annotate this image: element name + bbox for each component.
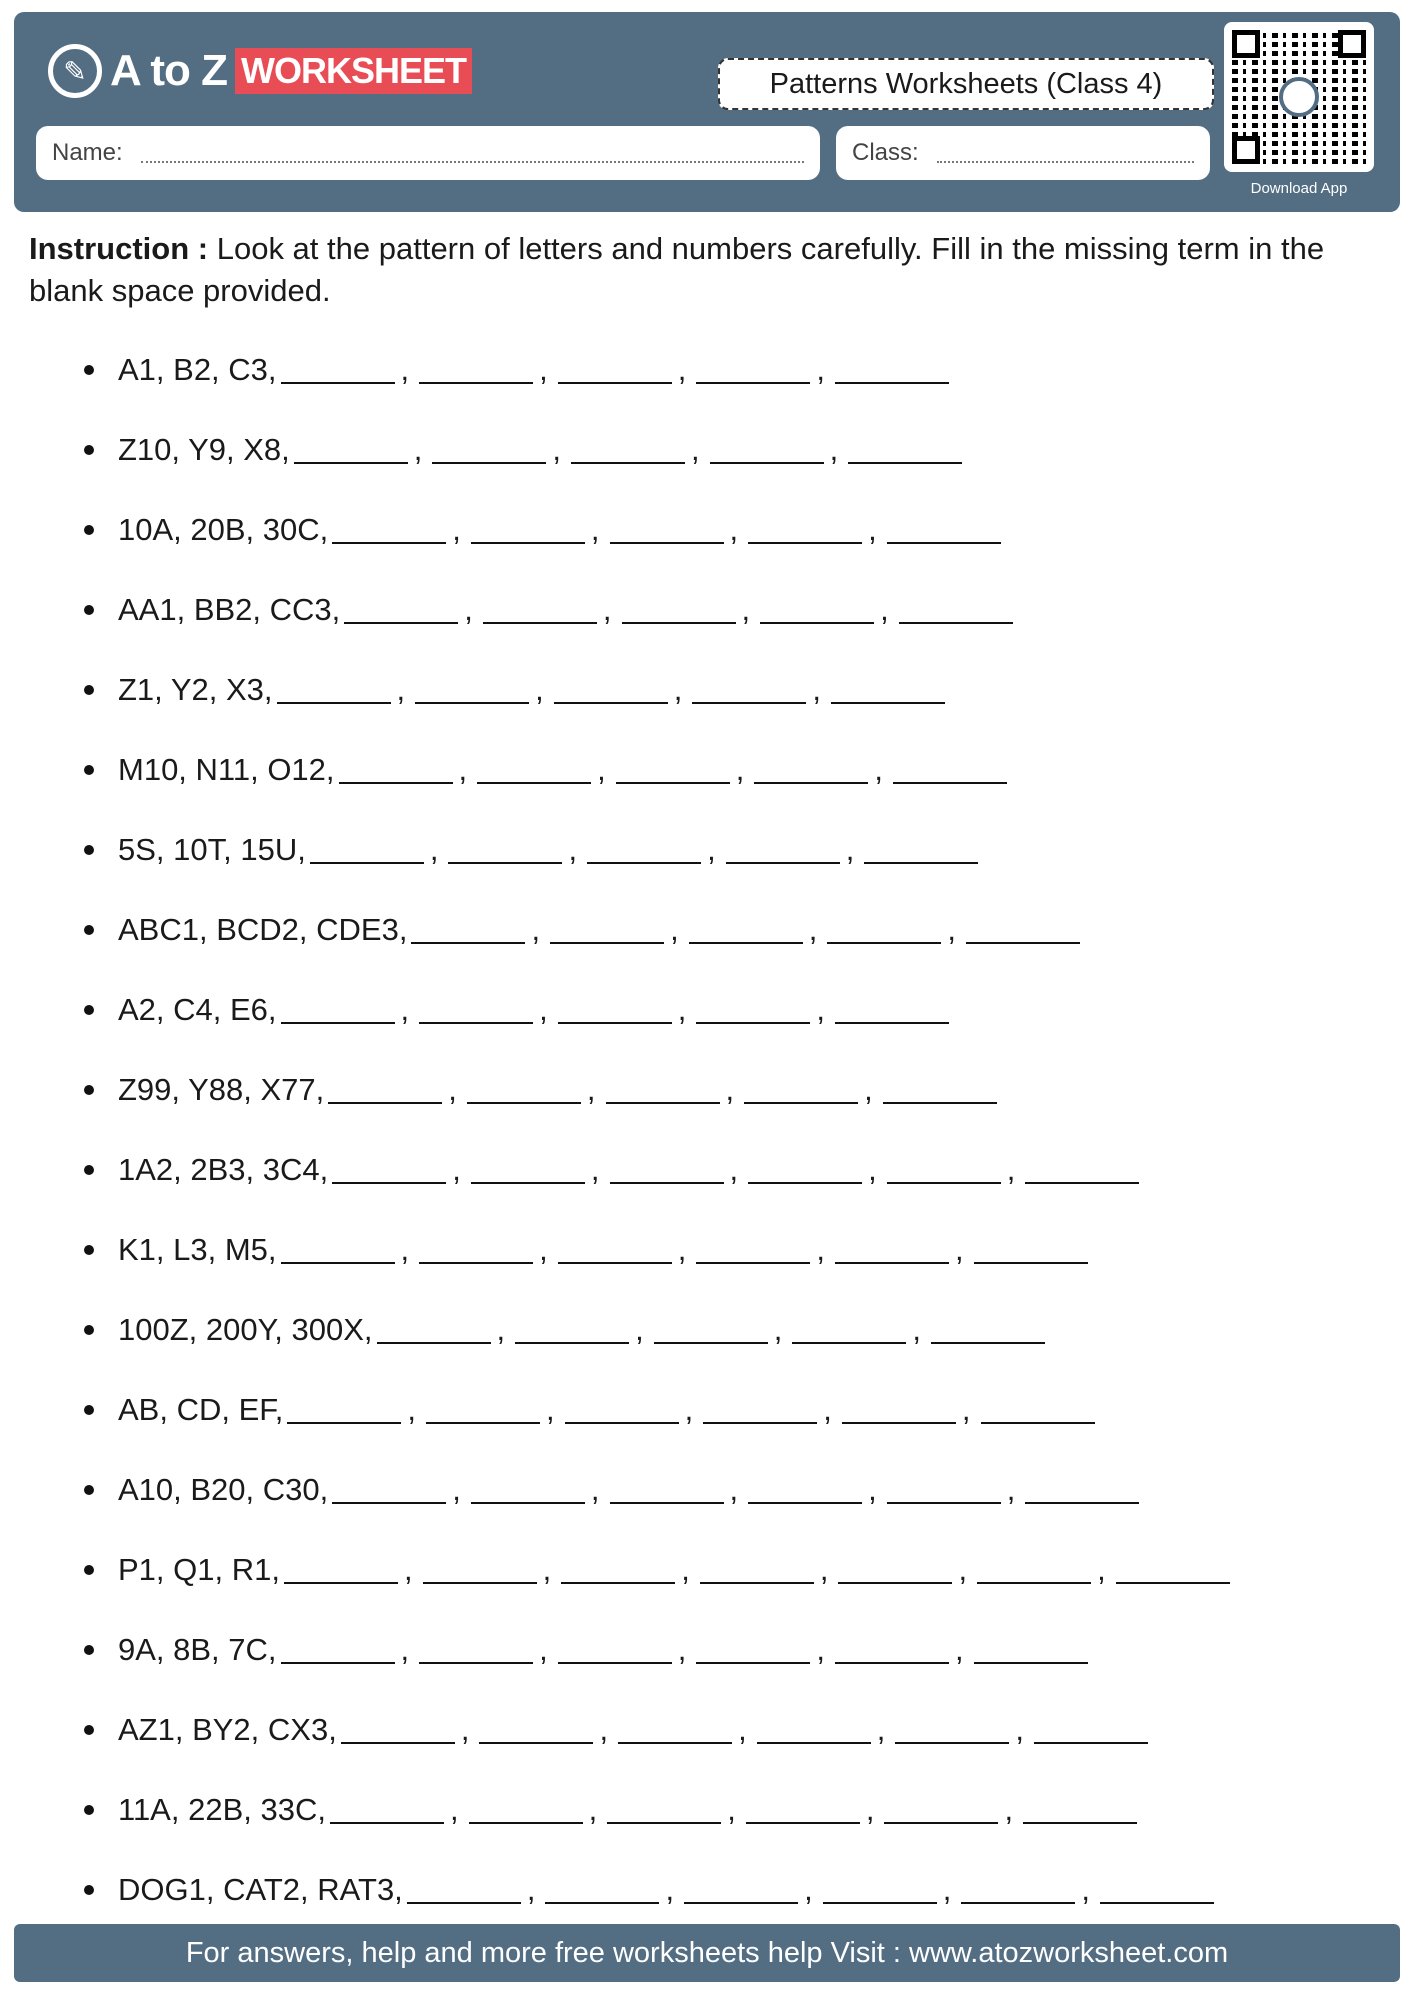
answer-blank[interactable] <box>339 756 453 784</box>
name-label: Name: <box>52 139 123 166</box>
pattern-item <box>80 1610 1234 1690</box>
answer-blank[interactable] <box>294 436 408 464</box>
separator: , <box>460 1712 470 1747</box>
separator: , <box>599 1712 609 1747</box>
separator: , <box>1015 1712 1024 1747</box>
answer-blank[interactable] <box>411 916 525 944</box>
separator: , <box>804 1872 813 1907</box>
answer-blank[interactable] <box>748 1156 862 1184</box>
separator: , <box>531 912 541 947</box>
bullet-icon <box>84 1805 94 1815</box>
answer-blank[interactable] <box>610 1156 724 1184</box>
answer-blank[interactable] <box>328 1076 442 1104</box>
answer-blank[interactable] <box>887 516 1001 544</box>
answer-blank[interactable] <box>622 596 736 624</box>
separator: , <box>1097 1552 1106 1587</box>
answer-blank[interactable] <box>606 1076 720 1104</box>
answer-blank[interactable] <box>616 756 730 784</box>
separator: , <box>590 1472 600 1507</box>
answer-blank[interactable] <box>565 1396 679 1424</box>
answer-blank[interactable] <box>571 436 685 464</box>
answer-blank[interactable] <box>835 996 949 1024</box>
answer-blank[interactable] <box>931 1316 1045 1344</box>
answer-blank[interactable] <box>423 1556 537 1584</box>
separator: , <box>452 512 461 547</box>
pattern-sequence: 1A2, 2B3, 3C4, <box>118 1152 329 1187</box>
answer-blank[interactable] <box>554 676 668 704</box>
separator: , <box>539 1232 548 1267</box>
separator: , <box>677 1232 687 1267</box>
separator: , <box>429 832 439 867</box>
pattern-sequence: A2, C4, E6, <box>118 992 277 1027</box>
answer-blank[interactable] <box>332 516 446 544</box>
bullet-icon <box>84 1005 94 1015</box>
pattern-item <box>80 970 1234 1050</box>
pattern-sequence: A1, B2, C3, <box>118 352 277 387</box>
answer-blank[interactable] <box>550 916 664 944</box>
separator: , <box>677 1632 687 1667</box>
answer-blank[interactable] <box>281 1236 395 1264</box>
bullet-icon <box>84 605 94 615</box>
separator: , <box>590 1152 600 1187</box>
answer-blank[interactable] <box>281 1636 395 1664</box>
qr-finder <box>1232 30 1260 58</box>
answer-blank[interactable] <box>467 1076 581 1104</box>
separator: , <box>773 1312 783 1347</box>
separator: , <box>812 672 822 707</box>
answer-blank[interactable] <box>977 1556 1091 1584</box>
answer-blank[interactable] <box>332 1156 446 1184</box>
separator: , <box>684 1392 694 1427</box>
bullet-icon <box>84 1405 94 1415</box>
pattern-item <box>80 650 1234 730</box>
pattern-sequence: 100Z, 200Y, 300X, <box>118 1312 373 1347</box>
pattern-item <box>80 1050 1234 1130</box>
separator: , <box>602 592 612 627</box>
answer-blank[interactable] <box>835 356 949 384</box>
answer-blank[interactable] <box>610 1476 724 1504</box>
separator: , <box>868 1152 877 1187</box>
pattern-item <box>80 1450 1234 1530</box>
answer-blank[interactable] <box>610 516 724 544</box>
bullet-icon <box>84 525 94 535</box>
answer-blank[interactable] <box>1025 1476 1139 1504</box>
separator: , <box>819 1552 829 1587</box>
separator: , <box>452 1472 461 1507</box>
answer-blank[interactable] <box>966 916 1080 944</box>
separator: , <box>448 1072 457 1107</box>
answer-blank[interactable] <box>426 1396 540 1424</box>
answer-blank[interactable] <box>827 916 941 944</box>
separator: , <box>1006 1152 1016 1187</box>
qr-logo-icon <box>1279 77 1319 117</box>
answer-blank[interactable] <box>792 1316 906 1344</box>
separator: , <box>546 1392 555 1427</box>
answer-blank[interactable] <box>831 676 945 704</box>
worksheet-title: Patterns Worksheets (Class 4) <box>718 58 1214 110</box>
answer-blank[interactable] <box>607 1796 721 1824</box>
bullet-icon <box>84 1085 94 1095</box>
pattern-item <box>80 1770 1234 1850</box>
bullet-icon <box>84 1885 94 1895</box>
separator: , <box>452 1152 461 1187</box>
logo-accent-text: WORKSHEET <box>235 48 472 94</box>
bullet-icon <box>84 765 94 775</box>
answer-blank[interactable] <box>838 1556 952 1584</box>
bullet-icon <box>84 685 94 695</box>
bullet-icon <box>84 845 94 855</box>
separator: , <box>677 992 687 1027</box>
separator: , <box>1006 1472 1016 1507</box>
separator: , <box>464 592 473 627</box>
instruction-label: Instruction : <box>29 231 209 266</box>
answer-blank[interactable] <box>848 436 962 464</box>
answer-blank[interactable] <box>415 676 529 704</box>
answer-blank[interactable] <box>864 836 978 864</box>
answer-blank[interactable] <box>696 996 810 1024</box>
answer-blank[interactable] <box>419 1236 533 1264</box>
bullet-icon <box>84 445 94 455</box>
separator: , <box>539 992 548 1027</box>
answer-blank[interactable] <box>757 1716 871 1744</box>
separator: , <box>400 1232 410 1267</box>
answer-blank[interactable] <box>471 1476 585 1504</box>
pattern-sequence: DOG1, CAT2, RAT3, <box>118 1872 403 1907</box>
bullet-icon <box>84 1645 94 1655</box>
separator: , <box>407 1392 416 1427</box>
separator: , <box>816 352 826 387</box>
pattern-item <box>80 1290 1234 1370</box>
pattern-sequence: 11A, 22B, 33C, <box>118 1792 326 1827</box>
separator: , <box>526 1872 536 1907</box>
pattern-item <box>80 330 1234 410</box>
separator: , <box>449 1792 459 1827</box>
answer-blank[interactable] <box>558 1236 672 1264</box>
answer-blank[interactable] <box>689 916 803 944</box>
answer-blank[interactable] <box>287 1396 401 1424</box>
answer-blank[interactable] <box>477 756 591 784</box>
answer-blank[interactable] <box>471 1156 585 1184</box>
separator: , <box>942 1872 952 1907</box>
answer-blank[interactable] <box>883 1076 997 1104</box>
pattern-item <box>80 1690 1234 1770</box>
pattern-sequence: 5S, 10T, 15U, <box>118 832 306 867</box>
answer-blank[interactable] <box>277 676 391 704</box>
answer-blank[interactable] <box>696 1636 810 1664</box>
separator: , <box>874 752 884 787</box>
bullet-icon <box>84 1485 94 1495</box>
pattern-item <box>80 890 1234 970</box>
answer-blank[interactable] <box>703 1396 817 1424</box>
separator: , <box>912 1312 922 1347</box>
qr-finder <box>1232 136 1260 164</box>
bullet-icon <box>84 1725 94 1735</box>
separator: , <box>1004 1792 1014 1827</box>
answer-blank[interactable] <box>893 756 1007 784</box>
answer-blank[interactable] <box>887 1476 1001 1504</box>
pattern-sequence: A10, B20, C30, <box>118 1472 329 1507</box>
answer-blank[interactable] <box>696 356 810 384</box>
answer-blank[interactable] <box>618 1716 732 1744</box>
brand-logo <box>48 44 472 98</box>
pattern-item <box>80 490 1234 570</box>
answer-blank[interactable] <box>823 1876 937 1904</box>
separator: , <box>725 1072 735 1107</box>
separator: , <box>845 832 855 867</box>
separator: , <box>829 432 839 467</box>
bullet-icon <box>84 365 94 375</box>
separator: , <box>738 1712 747 1747</box>
answer-blank[interactable] <box>654 1316 768 1344</box>
pattern-item <box>80 1210 1234 1290</box>
separator: , <box>691 432 700 467</box>
answer-blank[interactable] <box>842 1396 956 1424</box>
separator: , <box>568 832 578 867</box>
answer-blank[interactable] <box>587 836 701 864</box>
answer-blank[interactable] <box>748 1476 862 1504</box>
answer-blank[interactable] <box>419 996 533 1024</box>
pattern-sequence: AZ1, BY2, CX3, <box>118 1712 337 1747</box>
separator: , <box>958 1552 968 1587</box>
answer-blank[interactable] <box>419 1636 533 1664</box>
instruction <box>29 228 1389 312</box>
answer-blank[interactable] <box>887 1156 1001 1184</box>
logo-main-text: A to Z <box>110 46 227 95</box>
answer-blank[interactable] <box>696 1236 810 1264</box>
class-field[interactable] <box>836 126 1210 180</box>
separator: , <box>413 432 423 467</box>
answer-blank[interactable] <box>377 1316 491 1344</box>
separator: , <box>635 1312 644 1347</box>
separator: , <box>864 1072 873 1107</box>
answer-blank[interactable] <box>1034 1716 1148 1744</box>
pattern-list <box>80 330 1234 1930</box>
answer-blank[interactable] <box>558 996 672 1024</box>
answer-blank[interactable] <box>471 516 585 544</box>
pattern-sequence: Z1, Y2, X3, <box>118 672 273 707</box>
answer-blank[interactable] <box>1100 1876 1214 1904</box>
separator: , <box>400 1632 410 1667</box>
separator: , <box>865 1792 875 1827</box>
pattern-sequence: 9A, 8B, 7C, <box>118 1632 277 1667</box>
pattern-item <box>80 730 1234 810</box>
separator: , <box>458 752 468 787</box>
separator: , <box>868 1472 877 1507</box>
separator: , <box>727 1792 736 1827</box>
answer-blank[interactable] <box>284 1556 398 1584</box>
answer-blank[interactable] <box>332 1476 446 1504</box>
separator: , <box>868 512 877 547</box>
separator: , <box>400 352 410 387</box>
separator: , <box>707 832 716 867</box>
answer-blank[interactable] <box>692 676 806 704</box>
answer-blank[interactable] <box>330 1796 444 1824</box>
answer-blank[interactable] <box>1023 1796 1137 1824</box>
separator: , <box>496 1312 506 1347</box>
separator: , <box>535 672 544 707</box>
separator: , <box>808 912 818 947</box>
separator: , <box>665 1872 675 1907</box>
separator: , <box>586 1072 596 1107</box>
answer-blank[interactable] <box>744 1076 858 1104</box>
pattern-sequence: P1, Q1, R1, <box>118 1552 280 1587</box>
answer-blank[interactable] <box>1116 1556 1230 1584</box>
separator: , <box>542 1552 552 1587</box>
answer-blank[interactable] <box>835 1636 949 1664</box>
answer-blank[interactable] <box>760 596 874 624</box>
answer-blank[interactable] <box>748 516 862 544</box>
answer-blank[interactable] <box>746 1796 860 1824</box>
pattern-sequence: Z10, Y9, X8, <box>118 432 290 467</box>
separator: , <box>681 1552 690 1587</box>
worksheet-header <box>14 12 1400 212</box>
separator: , <box>729 1152 739 1187</box>
answer-blank[interactable] <box>419 356 533 384</box>
answer-blank[interactable] <box>561 1556 675 1584</box>
answer-blank[interactable] <box>700 1556 814 1584</box>
separator: , <box>741 592 751 627</box>
answer-blank[interactable] <box>479 1716 593 1744</box>
separator: , <box>588 1792 598 1827</box>
separator: , <box>816 992 826 1027</box>
separator: , <box>729 512 739 547</box>
bullet-icon <box>84 1165 94 1175</box>
qr-finder <box>1338 30 1366 58</box>
answer-blank[interactable] <box>432 436 546 464</box>
answer-blank[interactable] <box>884 1796 998 1824</box>
answer-blank[interactable] <box>407 1876 521 1904</box>
answer-blank[interactable] <box>754 756 868 784</box>
answer-blank[interactable] <box>469 1796 583 1824</box>
separator: , <box>816 1632 826 1667</box>
pattern-sequence: AA1, BB2, CC3, <box>118 592 341 627</box>
separator: , <box>816 1232 826 1267</box>
pattern-sequence: Z99, Y88, X77, <box>118 1072 325 1107</box>
separator: , <box>876 1712 886 1747</box>
pattern-item <box>80 570 1234 650</box>
pattern-item <box>80 1850 1234 1930</box>
separator: , <box>880 592 889 627</box>
bullet-icon <box>84 925 94 935</box>
class-dotted-line <box>937 143 1194 163</box>
answer-blank[interactable] <box>835 1236 949 1264</box>
answer-blank[interactable] <box>281 356 395 384</box>
answer-blank[interactable] <box>974 1636 1088 1664</box>
answer-blank[interactable] <box>710 436 824 464</box>
separator: , <box>597 752 606 787</box>
answer-blank[interactable] <box>448 836 562 864</box>
separator: , <box>677 352 687 387</box>
separator: , <box>403 1552 413 1587</box>
separator: , <box>1081 1872 1090 1907</box>
answer-blank[interactable] <box>1025 1156 1139 1184</box>
pattern-sequence: 10A, 20B, 30C, <box>118 512 329 547</box>
answer-blank[interactable] <box>281 996 395 1024</box>
separator: , <box>823 1392 832 1427</box>
answer-blank[interactable] <box>483 596 597 624</box>
pattern-sequence: AB, CD, EF, <box>118 1392 284 1427</box>
separator: , <box>947 912 956 947</box>
separator: , <box>961 1392 971 1427</box>
separator: , <box>400 992 410 1027</box>
answer-blank[interactable] <box>545 1876 659 1904</box>
bullet-icon <box>84 1565 94 1575</box>
pattern-sequence: M10, N11, O12, <box>118 752 335 787</box>
answer-blank[interactable] <box>961 1876 1075 1904</box>
answer-blank[interactable] <box>558 1636 672 1664</box>
answer-blank[interactable] <box>899 596 1013 624</box>
answer-blank[interactable] <box>684 1876 798 1904</box>
name-field[interactable] <box>36 126 820 180</box>
answer-blank[interactable] <box>341 1716 455 1744</box>
pattern-item <box>80 810 1234 890</box>
separator: , <box>539 352 548 387</box>
qr-pattern <box>1232 30 1366 164</box>
bullet-icon <box>84 1245 94 1255</box>
answer-blank[interactable] <box>310 836 424 864</box>
answer-blank[interactable] <box>981 1396 1095 1424</box>
pattern-item <box>80 410 1234 490</box>
separator: , <box>735 752 745 787</box>
separator: , <box>673 672 683 707</box>
pattern-sequence: ABC1, BCD2, CDE3, <box>118 912 408 947</box>
separator: , <box>539 1632 548 1667</box>
separator: , <box>670 912 679 947</box>
pattern-item <box>80 1530 1234 1610</box>
answer-blank[interactable] <box>515 1316 629 1344</box>
pattern-item <box>80 1370 1234 1450</box>
answer-blank[interactable] <box>974 1236 1088 1264</box>
separator: , <box>729 1472 739 1507</box>
name-dotted-line <box>141 143 804 163</box>
pattern-sequence: K1, L3, M5, <box>118 1232 277 1267</box>
separator: , <box>552 432 562 467</box>
separator: , <box>955 1632 964 1667</box>
answer-blank[interactable] <box>726 836 840 864</box>
instruction-text: Look at the pattern of letters and numbers carefully. Fill in the missing term in the blank space provided. <box>29 231 1325 308</box>
bullet-icon <box>84 1325 94 1335</box>
separator: , <box>590 512 600 547</box>
download-app-caption[interactable]: Download App <box>1250 180 1348 197</box>
separator: , <box>955 1232 964 1267</box>
footer-banner[interactable]: For answers, help and more free worksheets help Visit : www.atozworksheet.com <box>14 1924 1400 1982</box>
qr-code[interactable] <box>1224 22 1374 172</box>
answer-blank[interactable] <box>344 596 458 624</box>
separator: , <box>396 672 406 707</box>
class-label: Class: <box>852 139 919 166</box>
logo-pen-icon: ✎ <box>48 44 102 98</box>
pattern-item <box>80 1130 1234 1210</box>
answer-blank[interactable] <box>558 356 672 384</box>
answer-blank[interactable] <box>895 1716 1009 1744</box>
